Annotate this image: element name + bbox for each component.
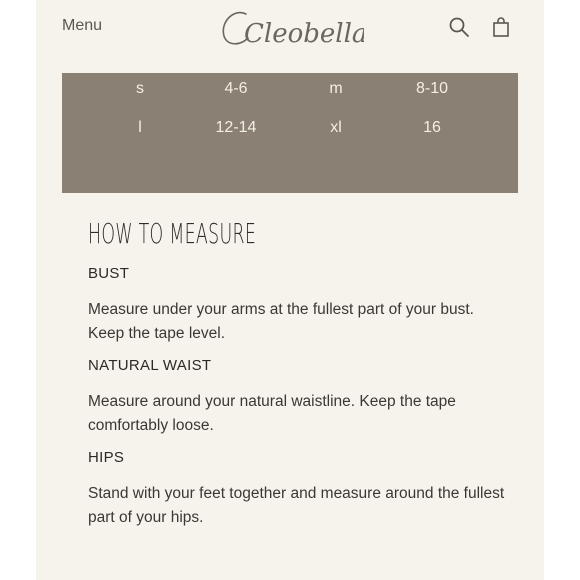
size-chart-table — [62, 73, 518, 193]
page — [36, 0, 544, 580]
size-value: 4-6 — [224, 80, 248, 97]
search-icon[interactable] — [448, 16, 470, 38]
brand-logo-text: Cleobella — [244, 19, 364, 49]
hips-heading: HIPS — [88, 449, 125, 466]
size-chart-row — [62, 77, 518, 101]
size-value: 8-10 — [415, 80, 449, 97]
how-to-measure-section — [88, 214, 508, 530]
size-label: m — [329, 80, 343, 97]
shopping-bag-icon[interactable] — [490, 16, 512, 38]
size-label: xl — [330, 119, 342, 136]
size-value: 12-14 — [215, 119, 257, 136]
menu-button[interactable]: Menu — [62, 17, 103, 34]
brand-logo-wordmark — [216, 2, 364, 54]
natural-waist-heading: NATURAL WAIST — [88, 357, 212, 374]
how-to-measure-title: HOW TO MEASURE — [88, 217, 257, 250]
size-chart-row — [62, 116, 518, 140]
bust-heading: BUST — [88, 265, 130, 282]
size-label: l — [138, 119, 142, 136]
bust-instructions: Measure under your arms at the fullest part of your bust. Keep the tape level. — [88, 301, 474, 342]
size-value: 16 — [423, 119, 441, 136]
brand-logo[interactable] — [216, 2, 364, 54]
hips-instructions: Stand with your feet together and measure around the fullest part of your hips. — [88, 485, 505, 526]
site-header — [36, 0, 544, 58]
natural-waist-instructions: Measure around your natural waistline. Keep the tape comfortably loose. — [88, 393, 456, 434]
size-label: s — [136, 80, 144, 97]
